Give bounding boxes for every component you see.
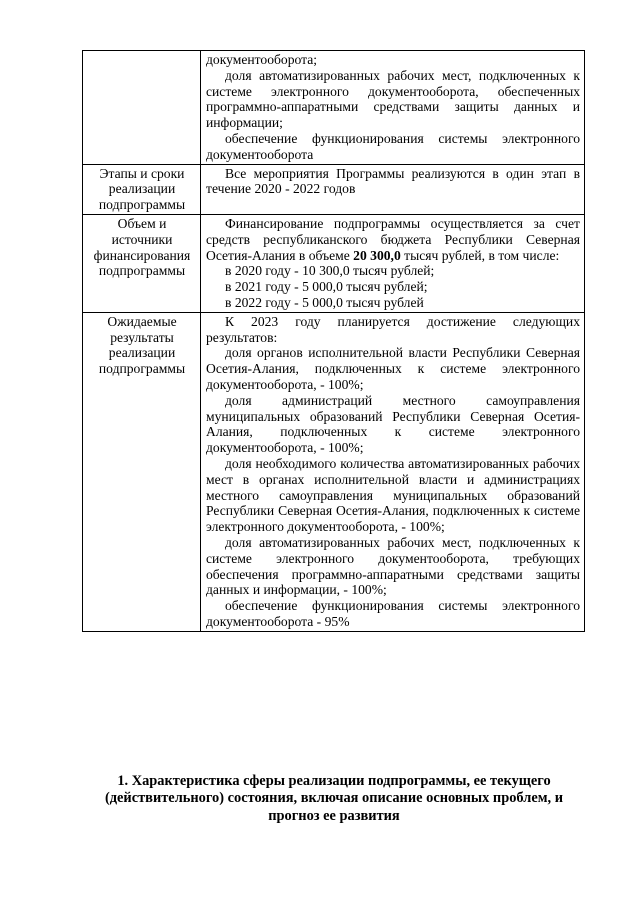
heading-line: прогноз ее развития	[268, 807, 400, 824]
heading-line: (действительного) состояния, включая описание основных проблем, и	[104, 790, 564, 807]
subprogram-passport-table	[82, 50, 585, 632]
row-content	[201, 312, 585, 631]
paragraph: доля администраций местного самоуправления муниципальных образований Республики Северная Осетия-Алания, подключенных к системе электронного документооборота, - 100%;	[206, 392, 580, 456]
row-content	[201, 214, 585, 312]
row-label	[83, 51, 201, 165]
table-row	[83, 164, 585, 214]
paragraph: доля автоматизированных рабочих мест, подключенных к системе электронного документооборота, требующих обеспечения программно-аппаратными средствами защиты данных и информации, - 100%;	[206, 534, 580, 598]
paragraph: доля автоматизированных рабочих мест, подключенных к системе электронного документооборота, обеспеченных программно-аппаратными средствами защиты данных и информации;	[206, 67, 580, 131]
paragraph: Все мероприятия Программы реализуются в один этап в течение 2020 - 2022 годов	[206, 165, 580, 197]
total-amount: 20 300,0	[353, 247, 401, 263]
paragraph: документооборота;	[206, 52, 318, 67]
section-heading	[74, 773, 594, 825]
table-row	[83, 312, 585, 631]
paragraph: обеспечение функционирования системы электронного документооборота	[206, 130, 580, 162]
paragraph-text: Финансирование подпрограммы осуществляется за счет средств республиканского бюджета Республики Северная Осетия-Алания в объеме	[206, 215, 580, 263]
row-content	[201, 51, 585, 165]
paragraph-text: тысяч рублей, в том числе:	[400, 247, 560, 263]
table-row	[83, 51, 585, 165]
paragraph	[206, 216, 580, 263]
paragraph: в 2022 году - 5 000,0 тысяч рублей	[225, 294, 424, 310]
row-label: Ожидаемые результаты реализации подпрограммы	[83, 312, 201, 631]
paragraph: обеспечение функционирования системы электронного документооборота - 95%	[206, 598, 580, 629]
paragraph: доля органов исполнительной власти Республики Северная Осетия-Алания, подключенных к системе электронного документооборота, - 100%;	[206, 345, 580, 392]
paragraph: в 2020 году - 10 300,0 тысяч рублей;	[225, 263, 435, 279]
heading-line: 1. Характеристика сферы реализации подпрограммы, ее текущего	[117, 773, 551, 789]
paragraph: К 2023 году планируется достижение следующих результатов:	[206, 313, 580, 345]
paragraph: доля необходимого количества автоматизированных рабочих мест в органах исполнительной власти и администрациях местного самоуправления муниципальных образований Республики Северная Осетия-Алания, подключенных к системе электронного документооборота, - 100%;	[206, 455, 580, 535]
paragraph: в 2021 году - 5 000,0 тысяч рублей;	[225, 279, 428, 295]
row-content	[201, 164, 585, 214]
row-label: Объем и источники финансирования подпрограммы	[83, 214, 201, 312]
row-label: Этапы и сроки реализации подпрограммы	[83, 164, 201, 214]
table-row	[83, 214, 585, 312]
